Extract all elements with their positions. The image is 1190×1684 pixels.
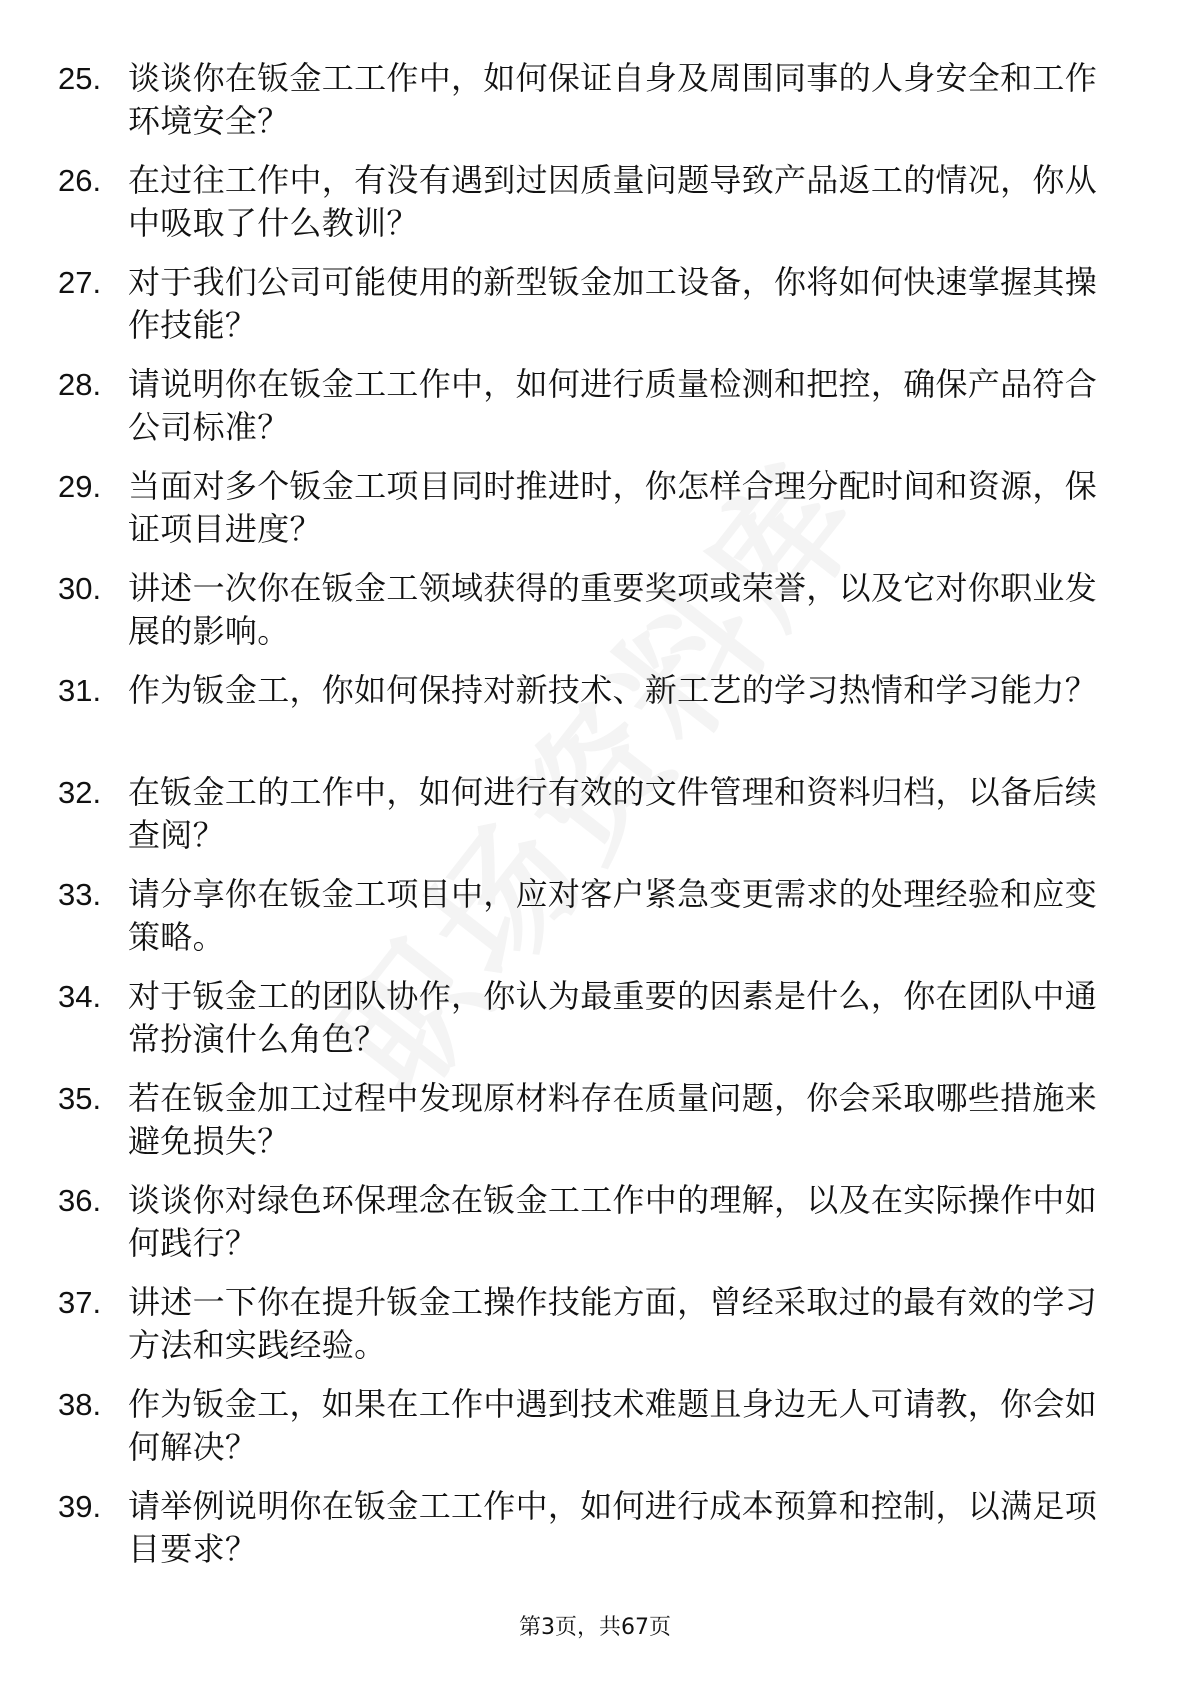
question-item: [58, 1281, 1118, 1367]
question-text: 请说明你在钣金工工作中，如何进行质量检测和把控，确保产品符合公司标准？: [128, 365, 1098, 446]
question-text: 在钣金工的工作中，如何进行有效的文件管理和资料归档，以备后续查阅？: [128, 773, 1098, 854]
question-number: 39.: [58, 1489, 102, 1524]
question-number: 36.: [58, 1183, 102, 1218]
question-item: [58, 57, 1118, 143]
question-item: [58, 873, 1118, 959]
question-item: [58, 1383, 1118, 1469]
question-text: 作为钣金工，你如何保持对新技术、新工艺的学习热情和学习能力？: [128, 671, 1098, 709]
question-number: 33.: [58, 877, 102, 912]
question-number: 31.: [58, 673, 102, 708]
question-number: 38.: [58, 1387, 102, 1422]
question-item: [58, 159, 1118, 245]
question-list: [58, 57, 1118, 1587]
question-item: [58, 669, 1118, 755]
question-text: 若在钣金加工过程中发现原材料存在质量问题，你会采取哪些措施来避免损失？: [128, 1079, 1098, 1160]
question-text: 当面对多个钣金工项目同时推进时，你怎样合理分配时间和资源，保证项目进度？: [128, 467, 1098, 548]
page-footer: 第3页，共67页: [519, 1615, 671, 1640]
question-item: [58, 771, 1118, 857]
question-number: 26.: [58, 163, 102, 198]
question-item: [58, 567, 1118, 653]
question-number: 30.: [58, 571, 102, 606]
question-item: [58, 363, 1118, 449]
question-number: 28.: [58, 367, 102, 402]
question-item: [58, 261, 1118, 347]
question-number: 34.: [58, 979, 102, 1014]
question-text: 请分享你在钣金工项目中，应对客户紧急变更需求的处理经验和应变策略。: [128, 875, 1098, 956]
question-number: 25.: [58, 61, 102, 96]
question-item: [58, 1077, 1118, 1163]
question-text: 谈谈你对绿色环保理念在钣金工工作中的理解，以及在实际操作中如何践行？: [128, 1181, 1098, 1262]
question-item: [58, 1179, 1118, 1265]
question-text: 在过往工作中，有没有遇到过因质量问题导致产品返工的情况，你从中吸取了什么教训？: [128, 161, 1098, 242]
question-number: 35.: [58, 1081, 102, 1116]
question-text: 谈谈你在钣金工工作中，如何保证自身及周围同事的人身安全和工作环境安全？: [128, 59, 1098, 140]
question-number: 27.: [58, 265, 102, 300]
question-item: [58, 975, 1118, 1061]
question-number: 32.: [58, 775, 102, 810]
question-text: 对于我们公司可能使用的新型钣金加工设备，你将如何快速掌握其操作技能？: [128, 263, 1098, 344]
question-number: 29.: [58, 469, 102, 504]
question-text: 作为钣金工，如果在工作中遇到技术难题且身边无人可请教，你会如何解决？: [128, 1385, 1098, 1466]
question-text: 请举例说明你在钣金工工作中，如何进行成本预算和控制，以满足项目要求？: [128, 1487, 1098, 1568]
question-text: 对于钣金工的团队协作，你认为最重要的因素是什么，你在团队中通常扮演什么角色？: [128, 977, 1098, 1058]
question-item: [58, 1485, 1118, 1571]
question-text: 讲述一下你在提升钣金工操作技能方面，曾经采取过的最有效的学习方法和实践经验。: [128, 1283, 1098, 1364]
question-item: [58, 465, 1118, 551]
question-text: 讲述一次你在钣金工领域获得的重要奖项或荣誉，以及它对你职业发展的影响。: [128, 569, 1098, 650]
question-number: 37.: [58, 1285, 102, 1320]
